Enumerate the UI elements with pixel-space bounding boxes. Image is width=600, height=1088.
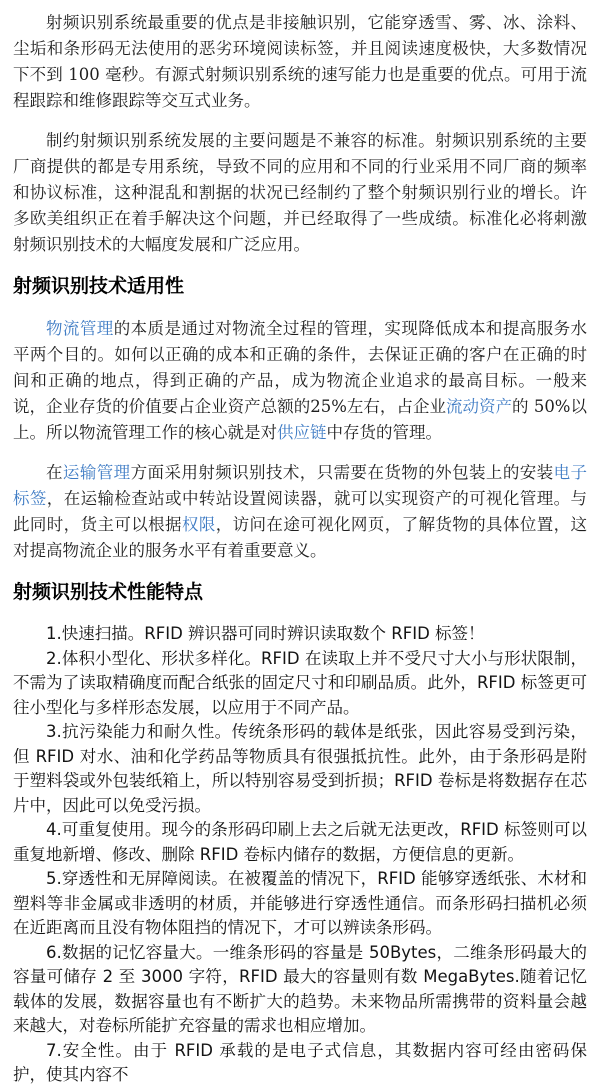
paragraph-text: 方面采用射频识别技术，只需要在货物的外包装上的安装 bbox=[130, 463, 554, 482]
feature-item-3: 3.抗污染能力和耐久性。传统条形码的载体是纸张，因此容易受到污染，但 RFID 对水、油和化学药品等物质具有很强抵抗性。此外，由于条形码是附于塑料袋或外包装纸箱上，所以特别容易受到折损；RFID 卷标是将数据存在芯片中，因此可以免受污损。 bbox=[13, 722, 587, 815]
section-heading-features: 射频识别技术性能特点 bbox=[13, 581, 204, 603]
link-electronic-tag[interactable]: 电子标签 bbox=[13, 463, 588, 508]
intro-paragraph-standards: 制约射频识别系统发展的主要问题是不兼容的标准。射频识别系统的主要厂商提供的都是专用系统，导致不同的应用和不同的行业采用不同厂商的频率和协议标准，这种混乱和割据的状况已经制约了整个射频识别行业的增长。许多欧美组织正在着手解决这个问题，并已经取得了一些成绩。标准化必将刺激射频识别技术的大幅度发展和广泛应用。 bbox=[13, 131, 587, 254]
paragraph-logistics-management bbox=[13, 316, 587, 446]
paragraph-text: ，访问在途可视化网页，了解货物的具体位置，这对提高物流企业的服务水平有着重要意义。 bbox=[13, 515, 588, 560]
feature-item-1: 1.快速扫描。RFID 辨识器可同时辨识读取数个 RFID 标签！ bbox=[46, 624, 485, 643]
link-logistics-management[interactable]: 物流管理 bbox=[46, 319, 114, 338]
intro-paragraph-advantages: 射频识别系统最重要的优点是非接触识别，它能穿透雪、雾、冰、涂料、尘垢和条形码无法使用的恶劣环境阅读标签，并且阅读速度极快，大多数情况下不到 100 毫秒。有源式射频识别系统的速写能力也是重要的优点。可用于流程跟踪和维修跟踪等交互式业务。 bbox=[13, 13, 587, 110]
feature-item-7: 7.安全性。由于 RFID 承载的是电子式信息，其数据内容可经由密码保护，使其内容不 bbox=[13, 1040, 587, 1084]
paragraph-text: ，在运输检查站或中转站设置阅读器，就可以实现资产的可视化管理。与此同时，货主可以根据 bbox=[13, 489, 588, 534]
feature-item-2: 2.体积小型化、形状多样化。RFID 在读取上并不受尺寸大小与形状限制，不需为了读取精确度而配合纸张的固定尺寸和印刷品质。此外，RFID 标签更可往小型化与多样形态发展，以应用于不同产品。 bbox=[13, 648, 587, 717]
feature-item-5: 5.穿透性和无屏障阅读。在被覆盖的情况下，RFID 能够穿透纸张、木材和塑料等非金属或非透明的材质，并能够进行穿透性通信。而条形码扫描机必须在近距离而且没有物体阻挡的情况下，才可以辨读条形码。 bbox=[13, 869, 587, 937]
paragraph-text: 的本质是通过对物流全过程的管理，实现降低成本和提高服务水平两个目的。如何以正确的成本和正确的条件，去保证正确的客户在正确的时间和正确的地点，得到正确的产品，成为物流企业追求的最高目标。一般来说，企业存货的价值要占企业资产总额的25%左右，占企业 bbox=[13, 319, 588, 416]
paragraph-text: 在 bbox=[46, 463, 63, 482]
feature-item-6: 6.数据的记忆容量大。一维条形码的容量是 50Bytes，二维条形码最大的容量可储存 2 至 3000 字符，RFID 最大的容量则有数 MegaBytes.随着记忆载体的发展，数据容量也有不断扩大的趋势。未来物品所需携带的资料量会越来越大，对卷标所能扩充容量的需求也相应增加。 bbox=[13, 942, 587, 1035]
feature-item-4: 4.可重复使用。现今的条形码印刷上去之后就无法更改，RFID 标签则可以重复地新增、修改、删除 RFID 卷标内储存的数据，方便信息的更新。 bbox=[13, 820, 587, 864]
link-current-assets[interactable]: 流动资产 bbox=[445, 397, 513, 416]
link-permission[interactable]: 权限 bbox=[181, 515, 216, 534]
link-transport-management[interactable]: 运输管理 bbox=[62, 463, 131, 482]
paragraph-text: 中存货的管理。 bbox=[326, 423, 442, 442]
link-supply-chain[interactable]: 供应链 bbox=[277, 423, 327, 442]
section-heading-applicability: 射频识别技术适用性 bbox=[13, 275, 185, 297]
paragraph-transport bbox=[13, 460, 587, 564]
paragraph-text: 的 50%以上。所以物流管理工作的核心就是对 bbox=[13, 397, 588, 442]
